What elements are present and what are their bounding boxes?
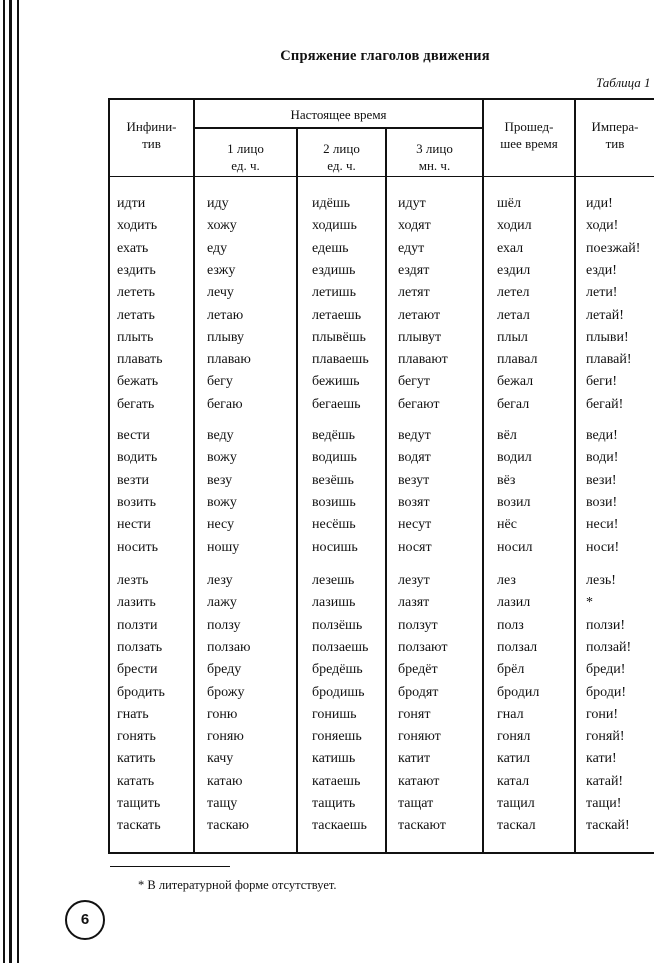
cell-person-1: ползу <box>207 617 241 633</box>
cell-person-2: катаешь <box>312 773 361 789</box>
cell-person-2: лезешь <box>312 573 355 588</box>
cell-person-3: бегут <box>398 374 431 390</box>
cell-person-2: бежишь <box>312 374 360 390</box>
cell-person-2: ведёшь <box>312 428 356 443</box>
cell-person-1: бегаю <box>207 396 243 412</box>
cell-person-2: тащить <box>312 796 356 811</box>
cell-person-3: несут <box>398 517 432 533</box>
cell-past: ехал <box>497 240 524 256</box>
cell-past: ползал <box>497 639 538 655</box>
cell-person-1: веду <box>207 428 234 443</box>
cell-person-3: гонят <box>398 706 431 722</box>
cell-person-2: бегаешь <box>312 396 361 412</box>
cell-person-2: возишь <box>312 494 356 510</box>
cell-infinitive: лазить <box>117 595 156 611</box>
header-past: Прошед- шее время <box>500 119 558 151</box>
cell-person-1: везу <box>207 472 233 488</box>
cell-past: катал <box>497 773 530 789</box>
cell-imperative: вези! <box>586 472 617 488</box>
cell-imperative: носи! <box>586 539 620 555</box>
cell-person-1: брожу <box>207 684 245 700</box>
cell-infinitive: бродить <box>117 684 165 700</box>
cell-infinitive: везти <box>117 472 150 488</box>
cell-past: бродил <box>497 684 540 700</box>
cell-past: вёл <box>497 428 517 443</box>
cell-person-3: везут <box>398 472 430 488</box>
column-divider <box>385 127 387 852</box>
binding-line-2 <box>9 0 12 963</box>
cell-person-3: гоняют <box>398 729 441 745</box>
cell-person-2: плывёшь <box>312 329 366 345</box>
cell-imperative: бегай! <box>586 396 624 412</box>
cell-person-3: таскают <box>398 818 446 834</box>
cell-past: таскал <box>497 818 536 834</box>
cell-person-1: летаю <box>207 307 244 323</box>
header-imperative: Импера- тив <box>591 119 639 151</box>
cell-person-3: ведут <box>398 428 431 443</box>
page-title: Спряжение глаголов движения <box>280 48 490 64</box>
cell-person-3: носят <box>398 539 432 555</box>
cell-imperative: таскай! <box>586 818 630 834</box>
cell-imperative: веди! <box>586 428 618 443</box>
cell-person-1: катаю <box>207 773 243 789</box>
cell-infinitive: гонять <box>117 729 156 745</box>
cell-infinitive: идти <box>117 196 146 211</box>
cell-person-1: плыву <box>207 329 245 345</box>
cell-person-3: тащат <box>398 796 434 811</box>
table-bottom-border <box>108 852 654 854</box>
cell-past: полз <box>497 617 524 633</box>
cell-person-3: летают <box>398 307 441 323</box>
cell-person-1: бегу <box>207 374 233 390</box>
cell-infinitive: плавать <box>117 352 163 368</box>
cell-past: ездил <box>497 262 531 278</box>
cell-person-3: идут <box>398 196 426 211</box>
cell-person-1: тащу <box>207 796 238 811</box>
cell-imperative: ползай! <box>586 639 632 655</box>
cell-past: бежал <box>497 374 534 390</box>
cell-past: лазил <box>497 595 531 611</box>
cell-imperative: броди! <box>586 684 626 700</box>
cell-infinitive: возить <box>117 494 157 510</box>
cell-imperative: кати! <box>586 751 617 767</box>
cell-infinitive: таскать <box>117 818 161 834</box>
cell-person-3: бредёт <box>398 662 438 678</box>
header-person-2: 2 лицо ед. ч. <box>323 141 360 173</box>
cell-person-2: несёшь <box>312 517 356 533</box>
cell-person-1: езжу <box>207 262 236 278</box>
cell-person-2: лазишь <box>312 595 356 611</box>
cell-imperative: вози! <box>586 494 618 510</box>
cell-infinitive: плыть <box>117 329 154 345</box>
cell-imperative: плыви! <box>586 329 629 345</box>
cell-person-1: лечу <box>207 285 234 301</box>
cell-past: плавал <box>497 352 538 368</box>
cell-person-1: еду <box>207 240 228 256</box>
cell-infinitive: летать <box>117 307 155 323</box>
cell-person-1: вожу <box>207 494 237 510</box>
cell-past: возил <box>497 494 531 510</box>
cell-person-2: летишь <box>312 285 356 301</box>
header-bottom-rule <box>108 176 654 177</box>
cell-infinitive: катить <box>117 751 156 767</box>
cell-past: летел <box>497 285 530 301</box>
cell-past: тащил <box>497 796 535 811</box>
cell-person-2: таскаешь <box>312 818 367 834</box>
header-person-1: 1 лицо ед. ч. <box>227 141 264 173</box>
cell-past: брёл <box>497 662 525 678</box>
cell-infinitive: лезть <box>117 573 149 588</box>
binding-line-1 <box>3 0 5 963</box>
cell-imperative: ползи! <box>586 617 625 633</box>
column-divider <box>296 127 298 852</box>
cell-person-1: ношу <box>207 539 240 555</box>
cell-person-3: плывут <box>398 329 442 345</box>
cell-past: плыл <box>497 329 528 345</box>
cell-person-1: лезу <box>207 573 233 588</box>
cell-imperative: гоняй! <box>586 729 625 745</box>
cell-past: ходил <box>497 218 532 234</box>
cell-past: носил <box>497 539 533 555</box>
cell-person-2: бредёшь <box>312 662 363 678</box>
cell-infinitive: лететь <box>117 285 156 301</box>
table-label: Таблица 1 <box>596 75 651 90</box>
cell-past: катил <box>497 751 531 767</box>
cell-past: шёл <box>497 196 521 211</box>
page-number: 6 <box>65 900 105 940</box>
cell-imperative: катай! <box>586 773 624 789</box>
cell-imperative: тащи! <box>586 796 622 811</box>
cell-infinitive: ползать <box>117 639 163 655</box>
cell-past: водил <box>497 450 532 466</box>
cell-imperative: плавай! <box>586 352 632 368</box>
cell-person-3: возят <box>398 494 430 510</box>
cell-person-3: летят <box>398 285 430 301</box>
column-divider <box>108 98 110 852</box>
cell-person-1: таскаю <box>207 818 249 834</box>
binding-line-3 <box>17 0 19 963</box>
table-top-border <box>108 98 654 100</box>
cell-person-1: вожу <box>207 450 237 466</box>
cell-infinitive: бежать <box>117 374 159 390</box>
cell-person-2: идёшь <box>312 196 350 211</box>
cell-person-3: бродят <box>398 684 439 700</box>
cell-person-2: ходишь <box>312 218 357 234</box>
cell-infinitive: ходить <box>117 218 158 234</box>
cell-imperative: поезжай! <box>586 240 641 256</box>
cell-person-3: бегают <box>398 396 440 412</box>
cell-person-2: водишь <box>312 450 357 466</box>
cell-person-3: плавают <box>398 352 448 368</box>
cell-infinitive: бегать <box>117 396 155 412</box>
cell-person-1: бреду <box>207 662 242 678</box>
cell-infinitive: нести <box>117 517 151 533</box>
cell-person-2: едешь <box>312 240 349 256</box>
cell-person-1: качу <box>207 751 234 767</box>
cell-imperative: ходи! <box>586 218 619 234</box>
cell-infinitive: вести <box>117 428 150 443</box>
cell-person-3: лазят <box>398 595 430 611</box>
cell-imperative: води! <box>586 450 619 466</box>
cell-person-1: плаваю <box>207 352 251 368</box>
cell-person-2: ездишь <box>312 262 356 278</box>
cell-person-2: носишь <box>312 539 358 555</box>
cell-infinitive: ползти <box>117 617 158 633</box>
cell-person-1: хожу <box>207 218 237 234</box>
cell-past: гонял <box>497 729 531 745</box>
cell-infinitive: носить <box>117 539 159 555</box>
cell-imperative: гони! <box>586 706 619 722</box>
cell-past: гнал <box>497 706 524 722</box>
cell-person-2: плаваешь <box>312 352 369 368</box>
cell-imperative: беги! <box>586 374 618 390</box>
column-divider <box>482 98 484 852</box>
cell-person-2: катишь <box>312 751 356 767</box>
cell-person-3: катит <box>398 751 431 767</box>
cell-imperative: иди! <box>586 196 613 211</box>
cell-person-2: везёшь <box>312 472 354 488</box>
cell-person-1: лажу <box>207 595 237 611</box>
cell-past: лез <box>497 573 516 588</box>
cell-imperative: * <box>586 595 593 611</box>
cell-past: вёз <box>497 472 516 488</box>
cell-past: бегал <box>497 396 530 412</box>
footnote-divider <box>110 866 230 867</box>
cell-person-1: иду <box>207 196 229 211</box>
cell-person-2: бродишь <box>312 684 365 700</box>
header-present: Настоящее время <box>290 107 387 122</box>
cell-imperative: лезь! <box>586 573 616 588</box>
cell-person-2: летаешь <box>312 307 362 323</box>
header-person-3: 3 лицо мн. ч. <box>416 141 453 173</box>
cell-person-3: ползают <box>398 639 448 655</box>
column-divider <box>193 98 195 852</box>
cell-person-2: гоняешь <box>312 729 362 745</box>
cell-person-3: лезут <box>398 573 430 588</box>
cell-person-3: ходят <box>398 218 431 234</box>
column-divider <box>574 98 576 852</box>
cell-infinitive: катать <box>117 773 155 789</box>
cell-person-1: ползаю <box>207 639 251 655</box>
cell-person-1: несу <box>207 517 235 533</box>
cell-imperative: неси! <box>586 517 619 533</box>
cell-person-3: ползут <box>398 617 438 633</box>
cell-past: нёс <box>497 517 517 533</box>
cell-person-2: ползаешь <box>312 639 369 655</box>
cell-infinitive: ехать <box>117 240 149 256</box>
cell-person-3: катают <box>398 773 440 789</box>
present-subheader-rule <box>193 127 482 129</box>
cell-person-1: гоню <box>207 706 238 722</box>
cell-imperative: бреди! <box>586 662 626 678</box>
footnote: * В литературной форме отсутствует. <box>138 878 337 892</box>
cell-imperative: лети! <box>586 285 618 301</box>
cell-person-3: едут <box>398 240 425 256</box>
cell-person-3: ездят <box>398 262 430 278</box>
cell-person-2: ползёшь <box>312 617 363 633</box>
cell-infinitive: водить <box>117 450 158 466</box>
cell-infinitive: брести <box>117 662 158 678</box>
cell-person-1: гоняю <box>207 729 244 745</box>
cell-past: летал <box>497 307 530 323</box>
cell-infinitive: тащить <box>117 796 161 811</box>
cell-imperative: летай! <box>586 307 624 323</box>
cell-person-2: гонишь <box>312 706 357 722</box>
cell-person-3: водят <box>398 450 431 466</box>
cell-imperative: езди! <box>586 262 617 278</box>
header-infinitive: Инфини- тив <box>126 119 177 151</box>
cell-infinitive: гнать <box>117 706 149 722</box>
cell-infinitive: ездить <box>117 262 156 278</box>
